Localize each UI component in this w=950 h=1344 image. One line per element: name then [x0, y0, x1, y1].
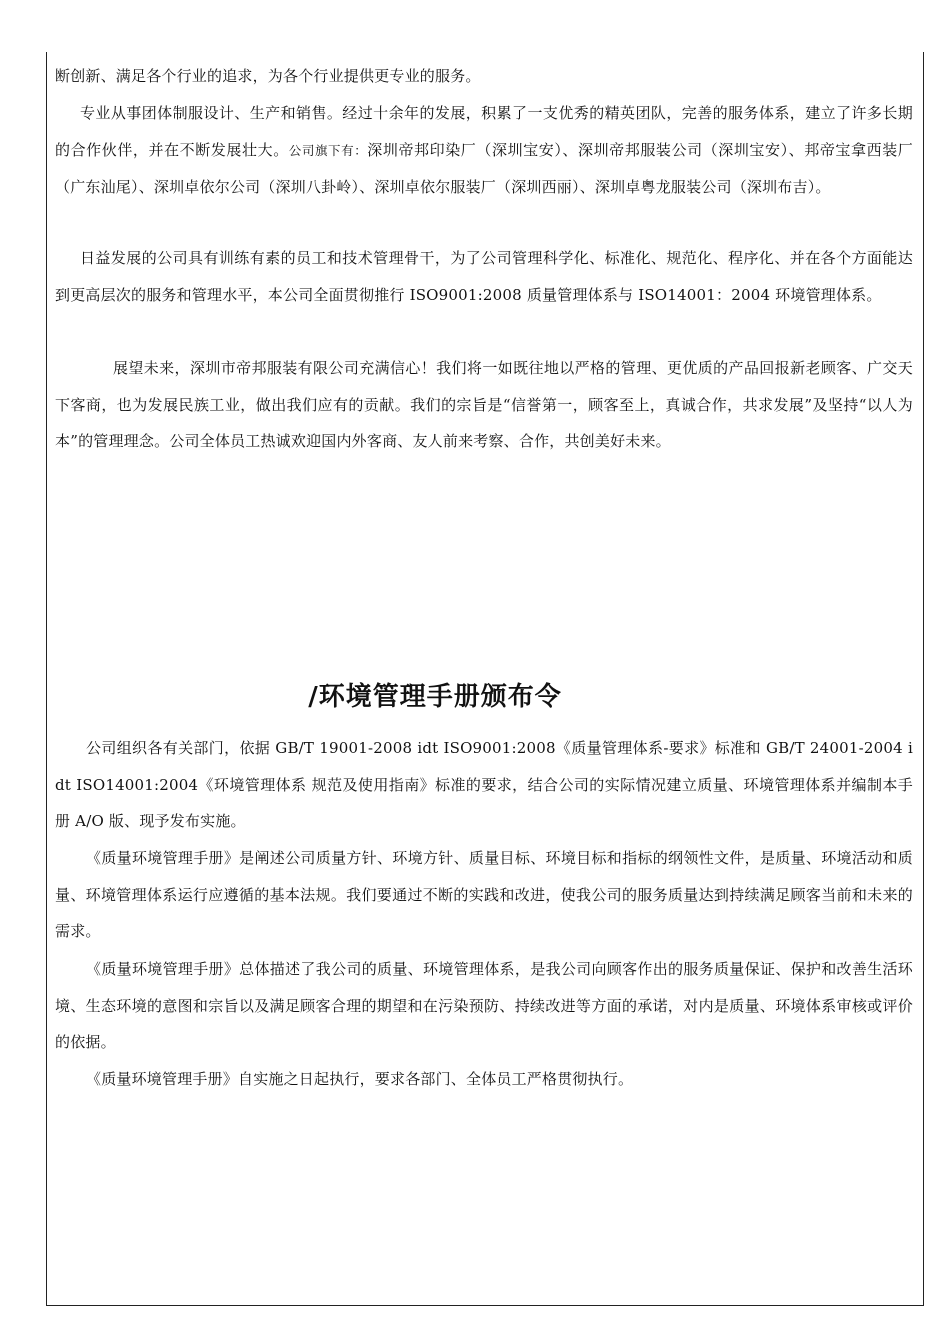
subsidiaries-list: 深圳帝邦印染厂（深圳宝安）、深圳帝邦服装公司（深圳宝安）、邦帝宝拿西装厂（广东汕尾）、深圳卓依尔公司（深圳八卦岭）、深圳卓依尔服装厂（深圳西丽）、深圳卓粤龙服装公司（深圳布吉）。 [55, 140, 913, 196]
decree-paragraph-3: 《质量环境管理手册》总体描述了我公司的质量、环境管理体系，是我公司向顾客作出的服务质量保证、保护和改善生活环境、生态环境的意图和宗旨以及满足顾客合理的期望和在污染预防、持续改进等方面的承诺，对内是质量、环境体系审核或评价的依据。 [55, 960, 913, 1051]
intro-paragraph-continuation: 断创新、满足各个行业的追求，为各个行业提供更专业的服务。 [55, 67, 481, 85]
company-business-paragraph [55, 95, 913, 206]
subsidiaries-label: 公司旗下有： [288, 142, 368, 158]
decree-title: /环境管理手册颁布令 [308, 682, 562, 712]
management-system-paragraph: 日益发展的公司具有训练有素的员工和技术管理骨干，为了公司管理科学化、标准化、规范化、程序化、并在各个方面能达到更高层次的服务和管理水平，本公司全面贯彻推行 ISO9001:2008 质量管理体系与 ISO14001：2004 环境管理体系。 [55, 249, 913, 304]
outlook-paragraph: 展望未来，深圳市帝邦服装有限公司充满信心！我们将一如既往地以严格的管理、更优质的产品回报新老顾客、广交天下客商，也为发展民族工业，做出我们应有的贡献。我们的宗旨是“信誉第一，顾客至上，真诚合作，共求发展”及坚持“以人为本”的管理理念。公司全体员工热诚欢迎国内外客商、友人前来考察、合作，共创美好未来。 [55, 359, 913, 450]
company-business-text: 专业从事团体制服设计、生产和销售。经过十余年的发展，积累了一支优秀的精英团队，完善的服务体系，建立了许多长期的合作伙伴，并在不断发展壮大。 [55, 104, 913, 159]
decree-paragraph-1: 公司组织各有关部门，依据 GB/T 19001-2008 idt ISO9001:2008《质量管理体系-要求》标准和 GB/T 24001-2004 idt ISO14001:2004《环境管理体系 规范及使用指南》标准的要求，结合公司的实际情况建立质量、环境管理体系并编制本手册 A/O 版、现予发布实施。 [55, 739, 913, 830]
decree-paragraph-2: 《质量环境管理手册》是阐述公司质量方针、环境方针、质量目标、环境目标和指标的纲领性文件，是质量、环境活动和质量、环境管理体系运行应遵循的基本法规。我们要通过不断的实践和改进，使我公司的服务质量达到持续满足顾客当前和未来的需求。 [55, 849, 913, 940]
decree-paragraph-4: 《质量环境管理手册》自实施之日起执行，要求各部门、全体员工严格贯彻执行。 [86, 1070, 634, 1088]
